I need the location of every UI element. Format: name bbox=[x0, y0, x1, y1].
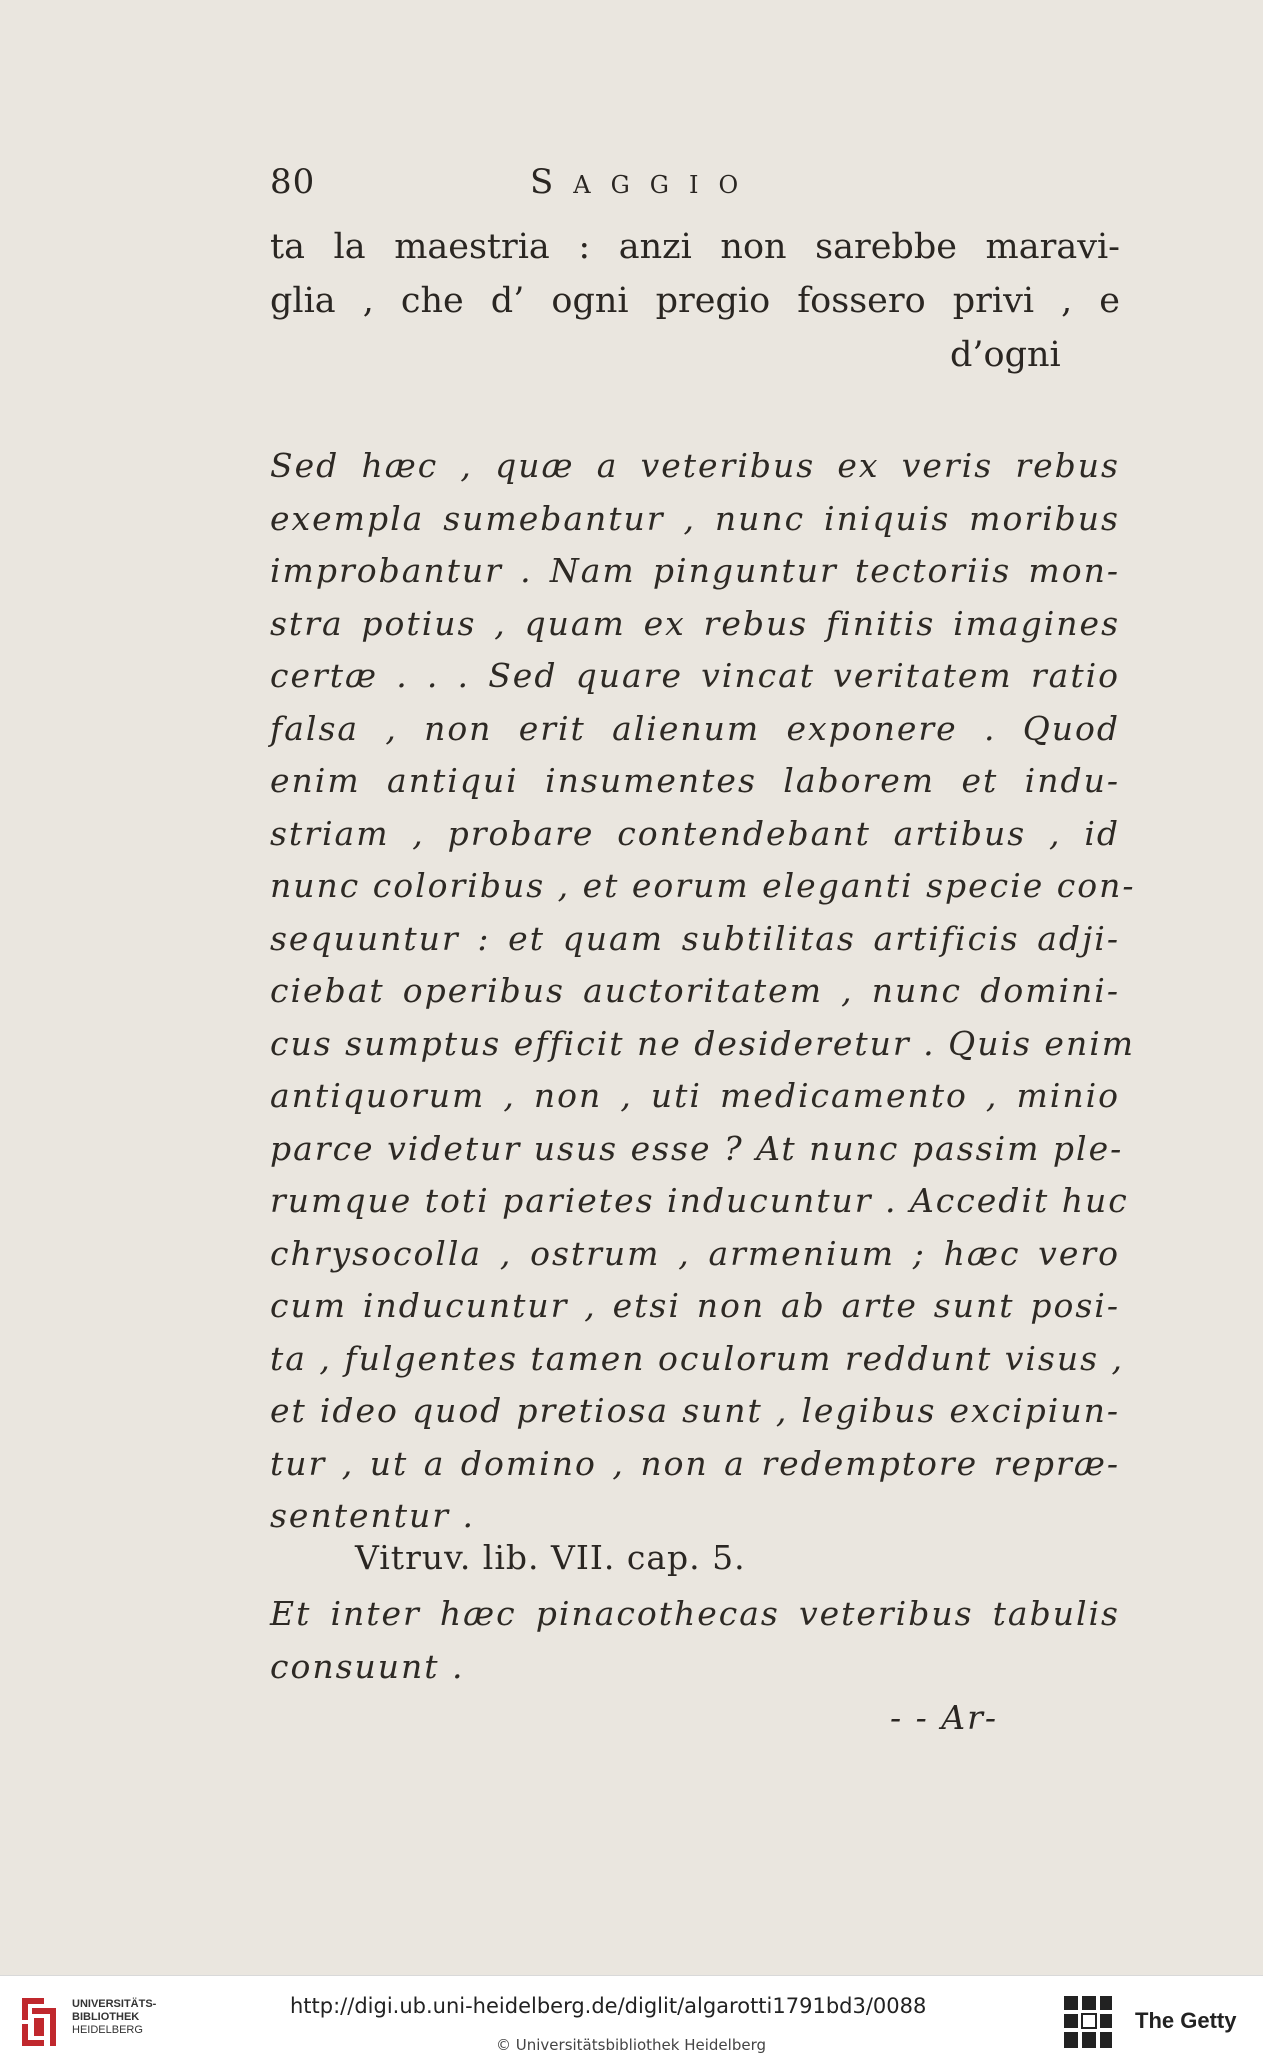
page-catchword: - - Ar- bbox=[890, 1698, 999, 1737]
quote-line: certæ . . . Sed quare vincat veritatem ratio bbox=[270, 656, 1120, 695]
quote-line: stra potius , quam ex rebus finitis imagines bbox=[270, 603, 1120, 643]
citation: Vitruv. lib. VII. cap. 5. bbox=[355, 1538, 746, 1577]
viewer-footer bbox=[0, 1975, 1263, 2066]
quote-line: improbantur . Nam pinguntur tectoriis mon- bbox=[270, 551, 1120, 590]
quote-line: chrysocolla , ostrum , armenium ; hæc vero bbox=[270, 1233, 1120, 1273]
copyright-notice: © Universitätsbibliothek Heidelberg bbox=[496, 2036, 767, 2054]
quote-line: rumque toti parietes inducuntur . Accedit huc bbox=[270, 1181, 1129, 1220]
quote-line: antiquorum , non , uti medicamento , minio bbox=[270, 1076, 1120, 1115]
second-quotation bbox=[270, 1588, 1120, 1693]
quote-line: et ideo quod pretiosa sunt , legibus excipiun- bbox=[270, 1391, 1120, 1430]
body-line: ta la maestria : anzi non sarebbe maravi- bbox=[270, 227, 1120, 267]
quote-line: tur , ut a domino , non a redemptore repræ- bbox=[270, 1443, 1120, 1483]
library-name: UNIVERSITÄTS- BIBLIOTHEK HEIDELBERG bbox=[72, 1998, 157, 2036]
quote-line: cum inducuntur , etsi non ab arte sunt posi- bbox=[270, 1286, 1120, 1325]
quote-line: Et inter hæc pinacothecas veteribus tabulis bbox=[270, 1594, 1120, 1633]
quote-line: striam , probare contendebant artibus , id bbox=[270, 813, 1120, 853]
quote-line: parce videtur usus esse ? At nunc passim ple- bbox=[270, 1128, 1124, 1168]
body-text bbox=[270, 220, 1120, 328]
getty-label: The Getty bbox=[1135, 2008, 1237, 2033]
page-header bbox=[270, 162, 1090, 212]
quote-line: ciebat operibus auctoritatem , nunc domini- bbox=[270, 971, 1120, 1010]
body-catchword: d’ogni bbox=[950, 335, 1061, 375]
quote-line: exempla sumebantur , nunc iniquis moribus bbox=[270, 498, 1120, 538]
quote-line: sequuntur : et quam subtilitas artificis adji- bbox=[270, 918, 1120, 958]
body-line: glia , che d’ ogni pregio fossero privi , e bbox=[270, 281, 1120, 321]
getty-logo-icon bbox=[1062, 1994, 1114, 2050]
latin-quotation bbox=[270, 440, 1136, 1543]
quote-line: Sed hæc , quæ a veteribus ex veris rebus bbox=[270, 446, 1120, 485]
quote-line: enim antiqui insumentes laborem et indu- bbox=[270, 761, 1120, 800]
quote-line: sententur . bbox=[270, 1496, 476, 1535]
quote-line: cus sumptus efficit ne desideretur . Quis enim bbox=[270, 1023, 1136, 1063]
quote-line: nunc coloribus , et eorum eleganti specie con- bbox=[270, 866, 1136, 905]
permalink-url[interactable]: http://digi.ub.uni-heidelberg.de/diglit/algarotti1791bd3/0088 bbox=[290, 1994, 927, 2018]
university-library-logo-icon bbox=[14, 1994, 64, 2050]
quote-line: falsa , non erit alienum exponere . Quod bbox=[270, 708, 1120, 748]
quote-line: ta , fulgentes tamen oculorum reddunt visus , bbox=[270, 1338, 1124, 1378]
page-number: 80 bbox=[270, 162, 316, 202]
running-title: Saggio bbox=[530, 162, 759, 202]
quote-line: consuunt . bbox=[270, 1646, 465, 1686]
